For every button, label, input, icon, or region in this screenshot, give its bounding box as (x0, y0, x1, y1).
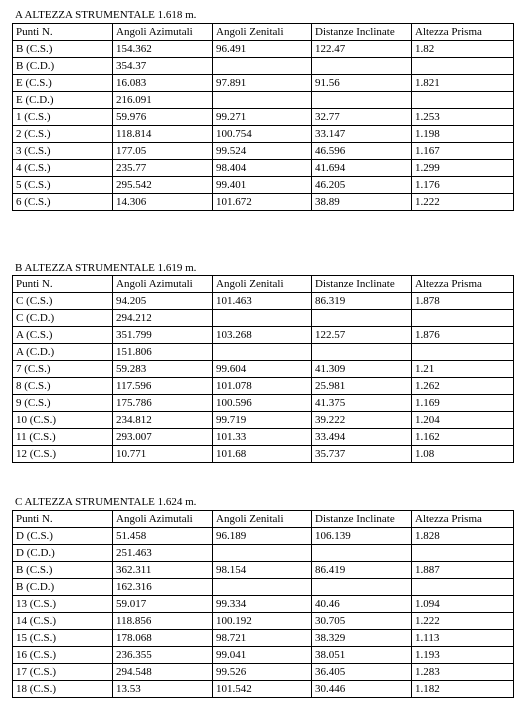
table-row (13, 412, 514, 429)
table-cell: 1.162 (412, 429, 514, 446)
table-cell: 2 (C.S.) (13, 126, 113, 143)
table-cell: 17 (C.S.) (13, 664, 113, 681)
table-cell: 100.192 (213, 613, 312, 630)
table-cell: 15 (C.S.) (13, 630, 113, 647)
table-cell: 33.494 (312, 429, 412, 446)
table-cell: 9 (C.S.) (13, 395, 113, 412)
table-cell: 154.362 (113, 41, 213, 58)
table-row (13, 109, 514, 126)
table-cell: 251.463 (113, 545, 213, 562)
table-cell: 1.878 (412, 293, 514, 310)
table-cell (412, 92, 514, 109)
table-cell: 118.814 (113, 126, 213, 143)
table-cell: 99.524 (213, 143, 312, 160)
table-cell: 1.21 (412, 361, 514, 378)
table-cell (213, 92, 312, 109)
table-cell: 1.876 (412, 327, 514, 344)
table-cell (213, 579, 312, 596)
table-cell: 101.078 (213, 378, 312, 395)
table-cell: 6 (C.S.) (13, 194, 113, 211)
table-cell: 151.806 (113, 344, 213, 361)
section-c-table (12, 510, 514, 698)
table-row (13, 160, 514, 177)
table-cell: 1.299 (412, 160, 514, 177)
table-cell: 32.77 (312, 109, 412, 126)
table-cell (213, 545, 312, 562)
table-cell: 41.375 (312, 395, 412, 412)
table-row (13, 177, 514, 194)
table-cell: 96.189 (213, 528, 312, 545)
table-cell: 177.05 (113, 143, 213, 160)
table-cell: 101.542 (213, 681, 312, 698)
table-row (13, 545, 514, 562)
section-a-table (12, 23, 514, 211)
column-header: Distanze Inclinate (312, 276, 412, 293)
table-row (13, 664, 514, 681)
table-cell: B (C.S.) (13, 41, 113, 58)
table-cell (312, 310, 412, 327)
table-cell: 10 (C.S.) (13, 412, 113, 429)
table-cell: 1.887 (412, 562, 514, 579)
table-cell (213, 310, 312, 327)
table-cell: 175.786 (113, 395, 213, 412)
table-row (13, 681, 514, 698)
table-cell: 117.596 (113, 378, 213, 395)
table-row (13, 613, 514, 630)
table-cell: 97.891 (213, 75, 312, 92)
table-cell: 1.198 (412, 126, 514, 143)
table-cell: 38.329 (312, 630, 412, 647)
table-cell (312, 344, 412, 361)
table-cell: 1.204 (412, 412, 514, 429)
table-cell: 39.222 (312, 412, 412, 429)
table-cell: 216.091 (113, 92, 213, 109)
table-cell: A (C.S.) (13, 327, 113, 344)
table-cell: 30.446 (312, 681, 412, 698)
table-cell: 1.094 (412, 596, 514, 613)
table-row (13, 310, 514, 327)
table-cell: 101.68 (213, 446, 312, 463)
table-cell: 40.46 (312, 596, 412, 613)
table-cell: 101.672 (213, 194, 312, 211)
column-header: Angoli Azimutali (113, 24, 213, 41)
table-cell: 46.205 (312, 177, 412, 194)
table-cell: 8 (C.S.) (13, 378, 113, 395)
table-cell: 178.068 (113, 630, 213, 647)
table-cell (312, 545, 412, 562)
table-row (13, 596, 514, 613)
column-header: Punti N. (13, 24, 113, 41)
table-row (13, 429, 514, 446)
table-cell: 13.53 (113, 681, 213, 698)
table-cell: 4 (C.S.) (13, 160, 113, 177)
table-cell: C (C.D.) (13, 310, 113, 327)
table-cell: 1.176 (412, 177, 514, 194)
table-header-row (13, 511, 514, 528)
column-header: Altezza Prisma (412, 511, 514, 528)
table-cell: 101.33 (213, 429, 312, 446)
table-cell: 99.401 (213, 177, 312, 194)
table-cell (312, 579, 412, 596)
section-a-title: A ALTEZZA STRUMENTALE 1.618 m. (15, 9, 197, 21)
table-cell: 1.828 (412, 528, 514, 545)
table-cell: 14 (C.S.) (13, 613, 113, 630)
table-cell: 14.306 (113, 194, 213, 211)
table-cell: C (C.S.) (13, 293, 113, 310)
table-row (13, 528, 514, 545)
table-cell: 293.007 (113, 429, 213, 446)
table-cell: 101.463 (213, 293, 312, 310)
table-cell: E (C.S.) (13, 75, 113, 92)
table-cell: 98.404 (213, 160, 312, 177)
column-header: Angoli Zenitali (213, 24, 312, 41)
table-cell: 98.154 (213, 562, 312, 579)
table-cell: E (C.D.) (13, 92, 113, 109)
table-cell: 118.856 (113, 613, 213, 630)
table-cell: 1.113 (412, 630, 514, 647)
table-cell: 1.169 (412, 395, 514, 412)
table-cell: 51.458 (113, 528, 213, 545)
column-header: Punti N. (13, 276, 113, 293)
table-header-row (13, 24, 514, 41)
table-cell: 1.82 (412, 41, 514, 58)
table-cell: 1.222 (412, 613, 514, 630)
table-row (13, 395, 514, 412)
table-cell: 1 (C.S.) (13, 109, 113, 126)
table-cell: 96.491 (213, 41, 312, 58)
table-cell: 3 (C.S.) (13, 143, 113, 160)
table-cell: B (C.S.) (13, 562, 113, 579)
table-cell: 103.268 (213, 327, 312, 344)
table-cell: 30.705 (312, 613, 412, 630)
table-cell: 46.596 (312, 143, 412, 160)
table-cell: 294.212 (113, 310, 213, 327)
table-cell: 59.017 (113, 596, 213, 613)
column-header: Altezza Prisma (412, 24, 514, 41)
column-header: Angoli Azimutali (113, 276, 213, 293)
table-cell: A (C.D.) (13, 344, 113, 361)
table-cell (213, 58, 312, 75)
table-row (13, 378, 514, 395)
column-header: Angoli Zenitali (213, 276, 312, 293)
table-cell: 99.604 (213, 361, 312, 378)
table-cell: 122.47 (312, 41, 412, 58)
section-b-title: B ALTEZZA STRUMENTALE 1.619 m. (15, 262, 197, 274)
table-row (13, 75, 514, 92)
table-cell: 86.319 (312, 293, 412, 310)
table-cell (312, 58, 412, 75)
table-cell: 98.721 (213, 630, 312, 647)
table-cell: 1.821 (412, 75, 514, 92)
table-cell: 234.812 (113, 412, 213, 429)
table-row (13, 361, 514, 378)
table-cell: 25.981 (312, 378, 412, 395)
column-header: Distanze Inclinate (312, 511, 412, 528)
column-header: Distanze Inclinate (312, 24, 412, 41)
table-cell: 99.526 (213, 664, 312, 681)
table-cell: 94.205 (113, 293, 213, 310)
table-cell: 5 (C.S.) (13, 177, 113, 194)
table-cell: 99.041 (213, 647, 312, 664)
table-cell: D (C.S.) (13, 528, 113, 545)
table-cell: 1.167 (412, 143, 514, 160)
table-cell: 100.596 (213, 395, 312, 412)
table-cell: 1.08 (412, 446, 514, 463)
table-cell: 1.182 (412, 681, 514, 698)
table-cell (312, 92, 412, 109)
table-row (13, 41, 514, 58)
table-cell (213, 344, 312, 361)
table-cell: 1.262 (412, 378, 514, 395)
table-cell: 295.542 (113, 177, 213, 194)
table-cell: 13 (C.S.) (13, 596, 113, 613)
table-row (13, 344, 514, 361)
table-cell: 12 (C.S.) (13, 446, 113, 463)
table-cell: 18 (C.S.) (13, 681, 113, 698)
table-cell: 36.405 (312, 664, 412, 681)
table-cell: 38.89 (312, 194, 412, 211)
table-cell (412, 579, 514, 596)
column-header: Angoli Zenitali (213, 511, 312, 528)
table-cell: 38.051 (312, 647, 412, 664)
table-cell: 99.334 (213, 596, 312, 613)
table-cell: 106.139 (312, 528, 412, 545)
table-cell: 99.271 (213, 109, 312, 126)
table-cell: 122.57 (312, 327, 412, 344)
table-row (13, 562, 514, 579)
table-cell: 11 (C.S.) (13, 429, 113, 446)
table-cell: 41.694 (312, 160, 412, 177)
table-cell: 1.283 (412, 664, 514, 681)
table-cell: 100.754 (213, 126, 312, 143)
table-row (13, 647, 514, 664)
table-row (13, 194, 514, 211)
table-cell: 59.283 (113, 361, 213, 378)
table-cell: 41.309 (312, 361, 412, 378)
table-cell: 33.147 (312, 126, 412, 143)
table-cell (412, 545, 514, 562)
table-cell: 35.737 (312, 446, 412, 463)
section-b-table (12, 275, 514, 463)
table-cell: D (C.D.) (13, 545, 113, 562)
table-row (13, 58, 514, 75)
section-c-title: C ALTEZZA STRUMENTALE 1.624 m. (15, 496, 197, 508)
table-cell: 294.548 (113, 664, 213, 681)
table-header-row (13, 276, 514, 293)
table-cell: 236.355 (113, 647, 213, 664)
table-cell: 1.193 (412, 647, 514, 664)
table-cell: 7 (C.S.) (13, 361, 113, 378)
table-cell: 354.37 (113, 58, 213, 75)
table-cell: 16.083 (113, 75, 213, 92)
table-cell: B (C.D.) (13, 579, 113, 596)
table-cell: 16 (C.S.) (13, 647, 113, 664)
column-header: Altezza Prisma (412, 276, 514, 293)
table-row (13, 327, 514, 344)
table-row (13, 630, 514, 647)
table-row (13, 92, 514, 109)
table-cell: 1.222 (412, 194, 514, 211)
column-header: Punti N. (13, 511, 113, 528)
table-cell: 86.419 (312, 562, 412, 579)
table-cell: 351.799 (113, 327, 213, 344)
table-cell: 235.77 (113, 160, 213, 177)
table-cell (412, 344, 514, 361)
table-row (13, 293, 514, 310)
table-row (13, 143, 514, 160)
column-header: Angoli Azimutali (113, 511, 213, 528)
table-row (13, 579, 514, 596)
table-cell: 59.976 (113, 109, 213, 126)
table-cell (412, 310, 514, 327)
table-cell: 91.56 (312, 75, 412, 92)
table-row (13, 446, 514, 463)
table-cell: 10.771 (113, 446, 213, 463)
table-row (13, 126, 514, 143)
table-cell: 1.253 (412, 109, 514, 126)
table-cell: B (C.D.) (13, 58, 113, 75)
table-cell: 162.316 (113, 579, 213, 596)
table-cell: 362.311 (113, 562, 213, 579)
table-cell (412, 58, 514, 75)
table-cell: 99.719 (213, 412, 312, 429)
